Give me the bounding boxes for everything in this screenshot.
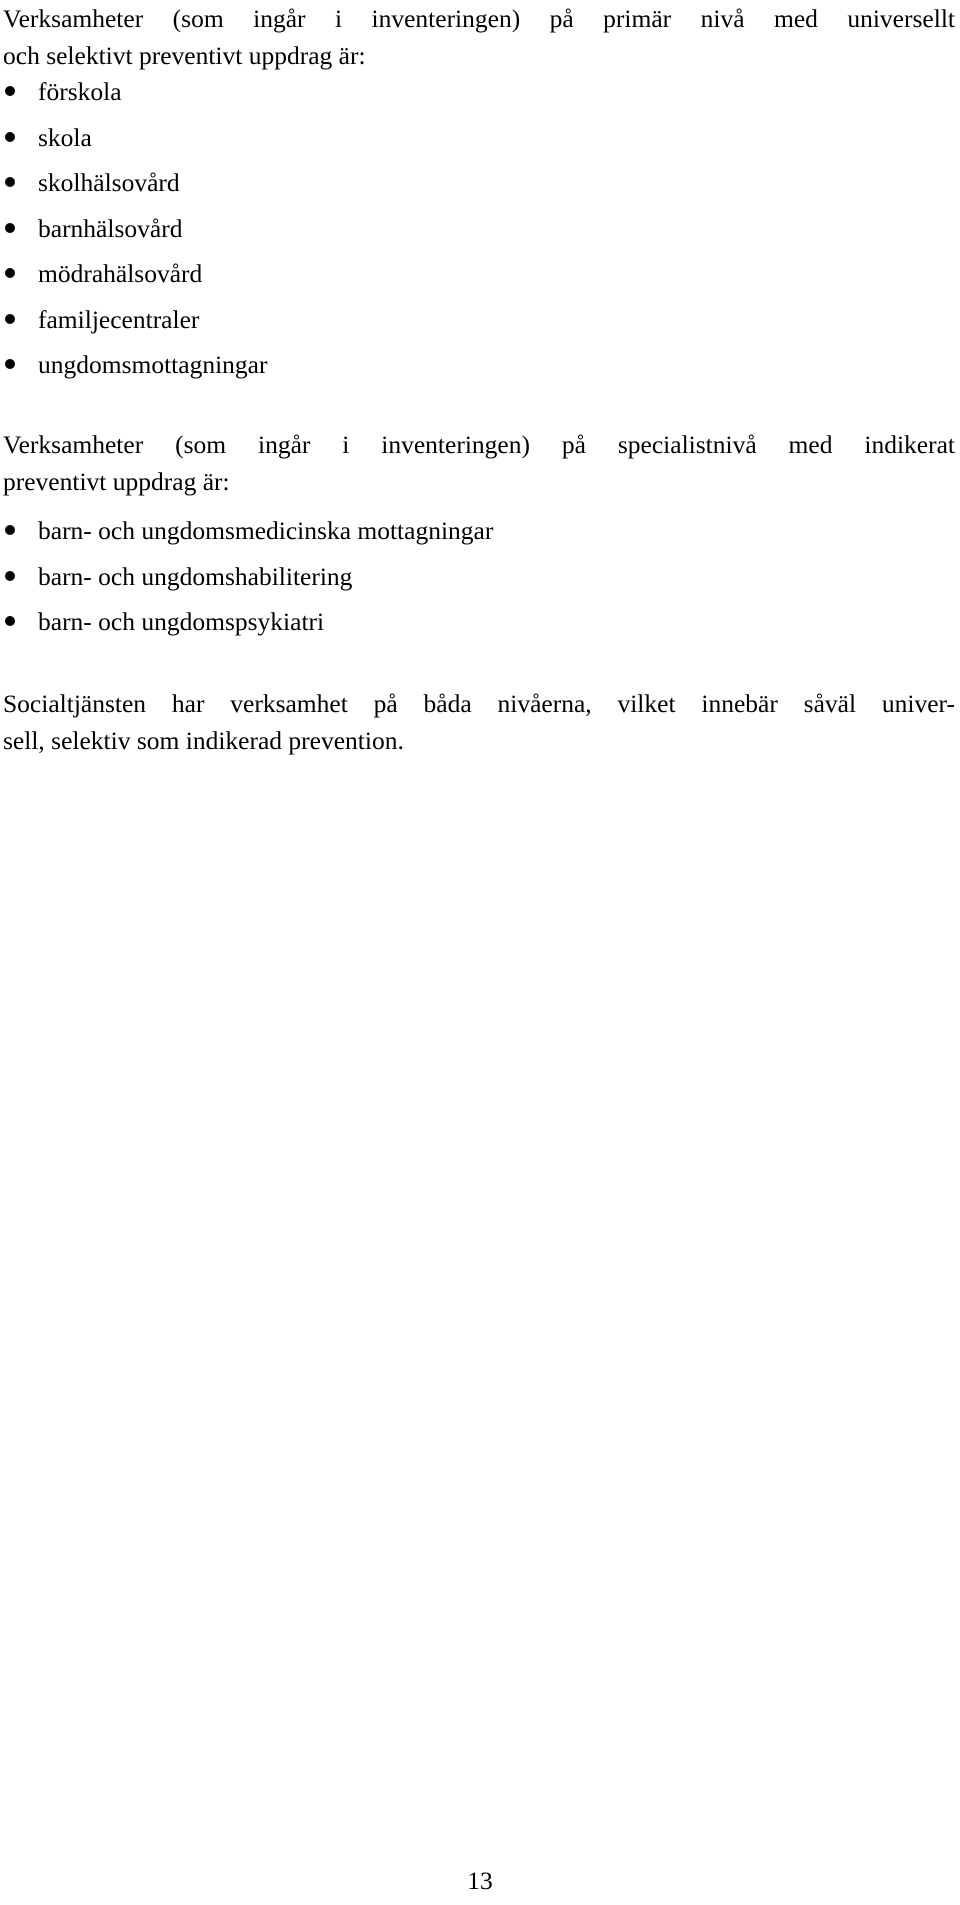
bullet-icon <box>5 86 15 96</box>
paragraph-primary-level <box>3 0 955 74</box>
list-item <box>0 558 493 604</box>
list-item-label: barn- och ungdomspsykiatri <box>38 607 325 636</box>
bullet-icon <box>5 571 15 581</box>
bullet-icon <box>5 223 15 233</box>
primary-level-list <box>0 73 267 392</box>
bullet-icon <box>5 132 15 142</box>
list-item-label: mödrahälsovård <box>38 259 203 288</box>
paragraph-line: preventivt uppdrag är: <box>3 467 230 496</box>
list-item <box>0 73 267 119</box>
bullet-icon <box>5 177 15 187</box>
specialist-level-list <box>0 512 493 649</box>
paragraph-line: Socialtjänsten har verksamhet på båda nivåerna, vilket innebär såväl univer- <box>3 689 955 718</box>
list-item-label: ungdomsmottagningar <box>38 350 268 379</box>
bullet-icon <box>5 359 15 369</box>
list-item <box>0 346 267 392</box>
list-item-label: barnhälsovård <box>38 213 183 243</box>
bullet-icon <box>5 268 15 278</box>
page-number: 13 <box>467 1866 493 1895</box>
list-item-label: skola <box>38 122 92 152</box>
list-item-label: skolhälsovård <box>38 168 180 197</box>
paragraph-social-services <box>3 685 955 759</box>
paragraph-line: Verksamheter (som ingår i inventeringen) på specialistnivå med indikerat <box>3 430 955 459</box>
list-item <box>0 119 267 165</box>
list-item <box>0 301 267 347</box>
paragraph-specialist-level <box>3 426 955 500</box>
paragraph-line: och selektivt preventivt uppdrag är: <box>3 41 366 70</box>
paragraph-line: sell, selektiv som indikerad prevention. <box>3 726 404 755</box>
list-item-label: barn- och ungdomsmedicinska mottagningar <box>38 516 494 545</box>
bullet-icon <box>5 525 15 535</box>
paragraph-line: Verksamheter (som ingår i inventeringen) på primär nivå med universellt <box>3 4 955 33</box>
list-item <box>0 210 267 256</box>
list-item-label: förskola <box>38 77 122 106</box>
list-item <box>0 255 267 301</box>
list-item <box>0 512 493 558</box>
list-item <box>0 164 267 210</box>
list-item <box>0 603 493 649</box>
bullet-icon <box>5 616 15 626</box>
list-item-label: familjecentraler <box>38 304 200 334</box>
list-item-label: barn- och ungdomshabilitering <box>38 561 353 591</box>
bullet-icon <box>5 314 15 324</box>
